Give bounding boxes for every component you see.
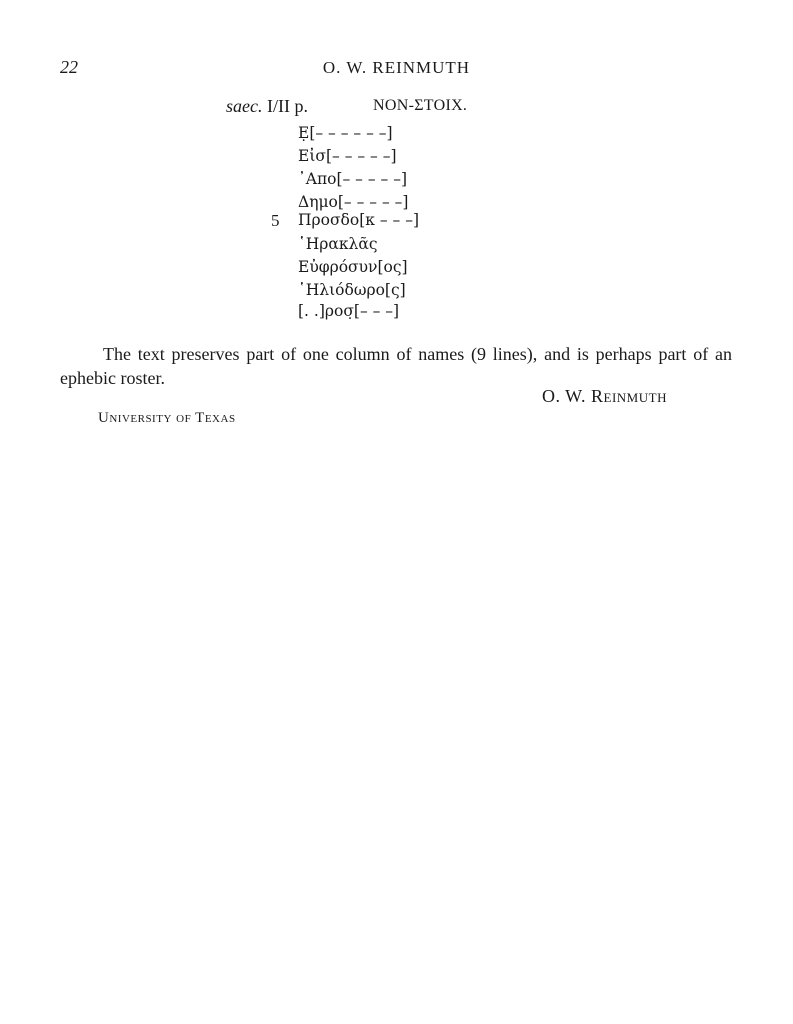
running-head: O. W. REINMUTH	[322, 58, 471, 77]
author-affiliation: University of Texas	[98, 410, 236, 426]
inscription-line: ᾿Απο[– – – – –]	[298, 170, 408, 188]
date-prefix: saec.	[226, 96, 263, 116]
commentary-paragraph: The text preserves part of one column of names (9 lines), and is perhaps part of an ephebic roster.	[60, 344, 732, 388]
inscription-line: ῾Ηλιόδωρο[ς]	[298, 281, 406, 299]
inscription-line: Εἰσ[– – – – –]	[298, 147, 397, 165]
page-number: 22	[60, 57, 78, 77]
inscription-line: Εὐφρόσυν[ος]	[298, 258, 408, 276]
line-number: 5	[271, 211, 280, 230]
stoichedon-note: NON-ΣΤΟΙΧ.	[373, 97, 468, 114]
inscription-line: ῾Ηρακλᾶς	[298, 235, 378, 253]
inscription-line: Ẹ[– – – – – –]	[298, 124, 393, 142]
inscription-line: [. .]ροσ̣[– – –]	[298, 302, 400, 320]
inscription-line: Προσδο[κ – – –]	[298, 211, 420, 229]
inscription-line: Δημο[– – – – –]	[298, 193, 409, 211]
date-range: I/II p.	[266, 96, 308, 116]
dating-line	[226, 96, 308, 117]
author-signature: O. W. Reinmuth	[542, 386, 667, 406]
